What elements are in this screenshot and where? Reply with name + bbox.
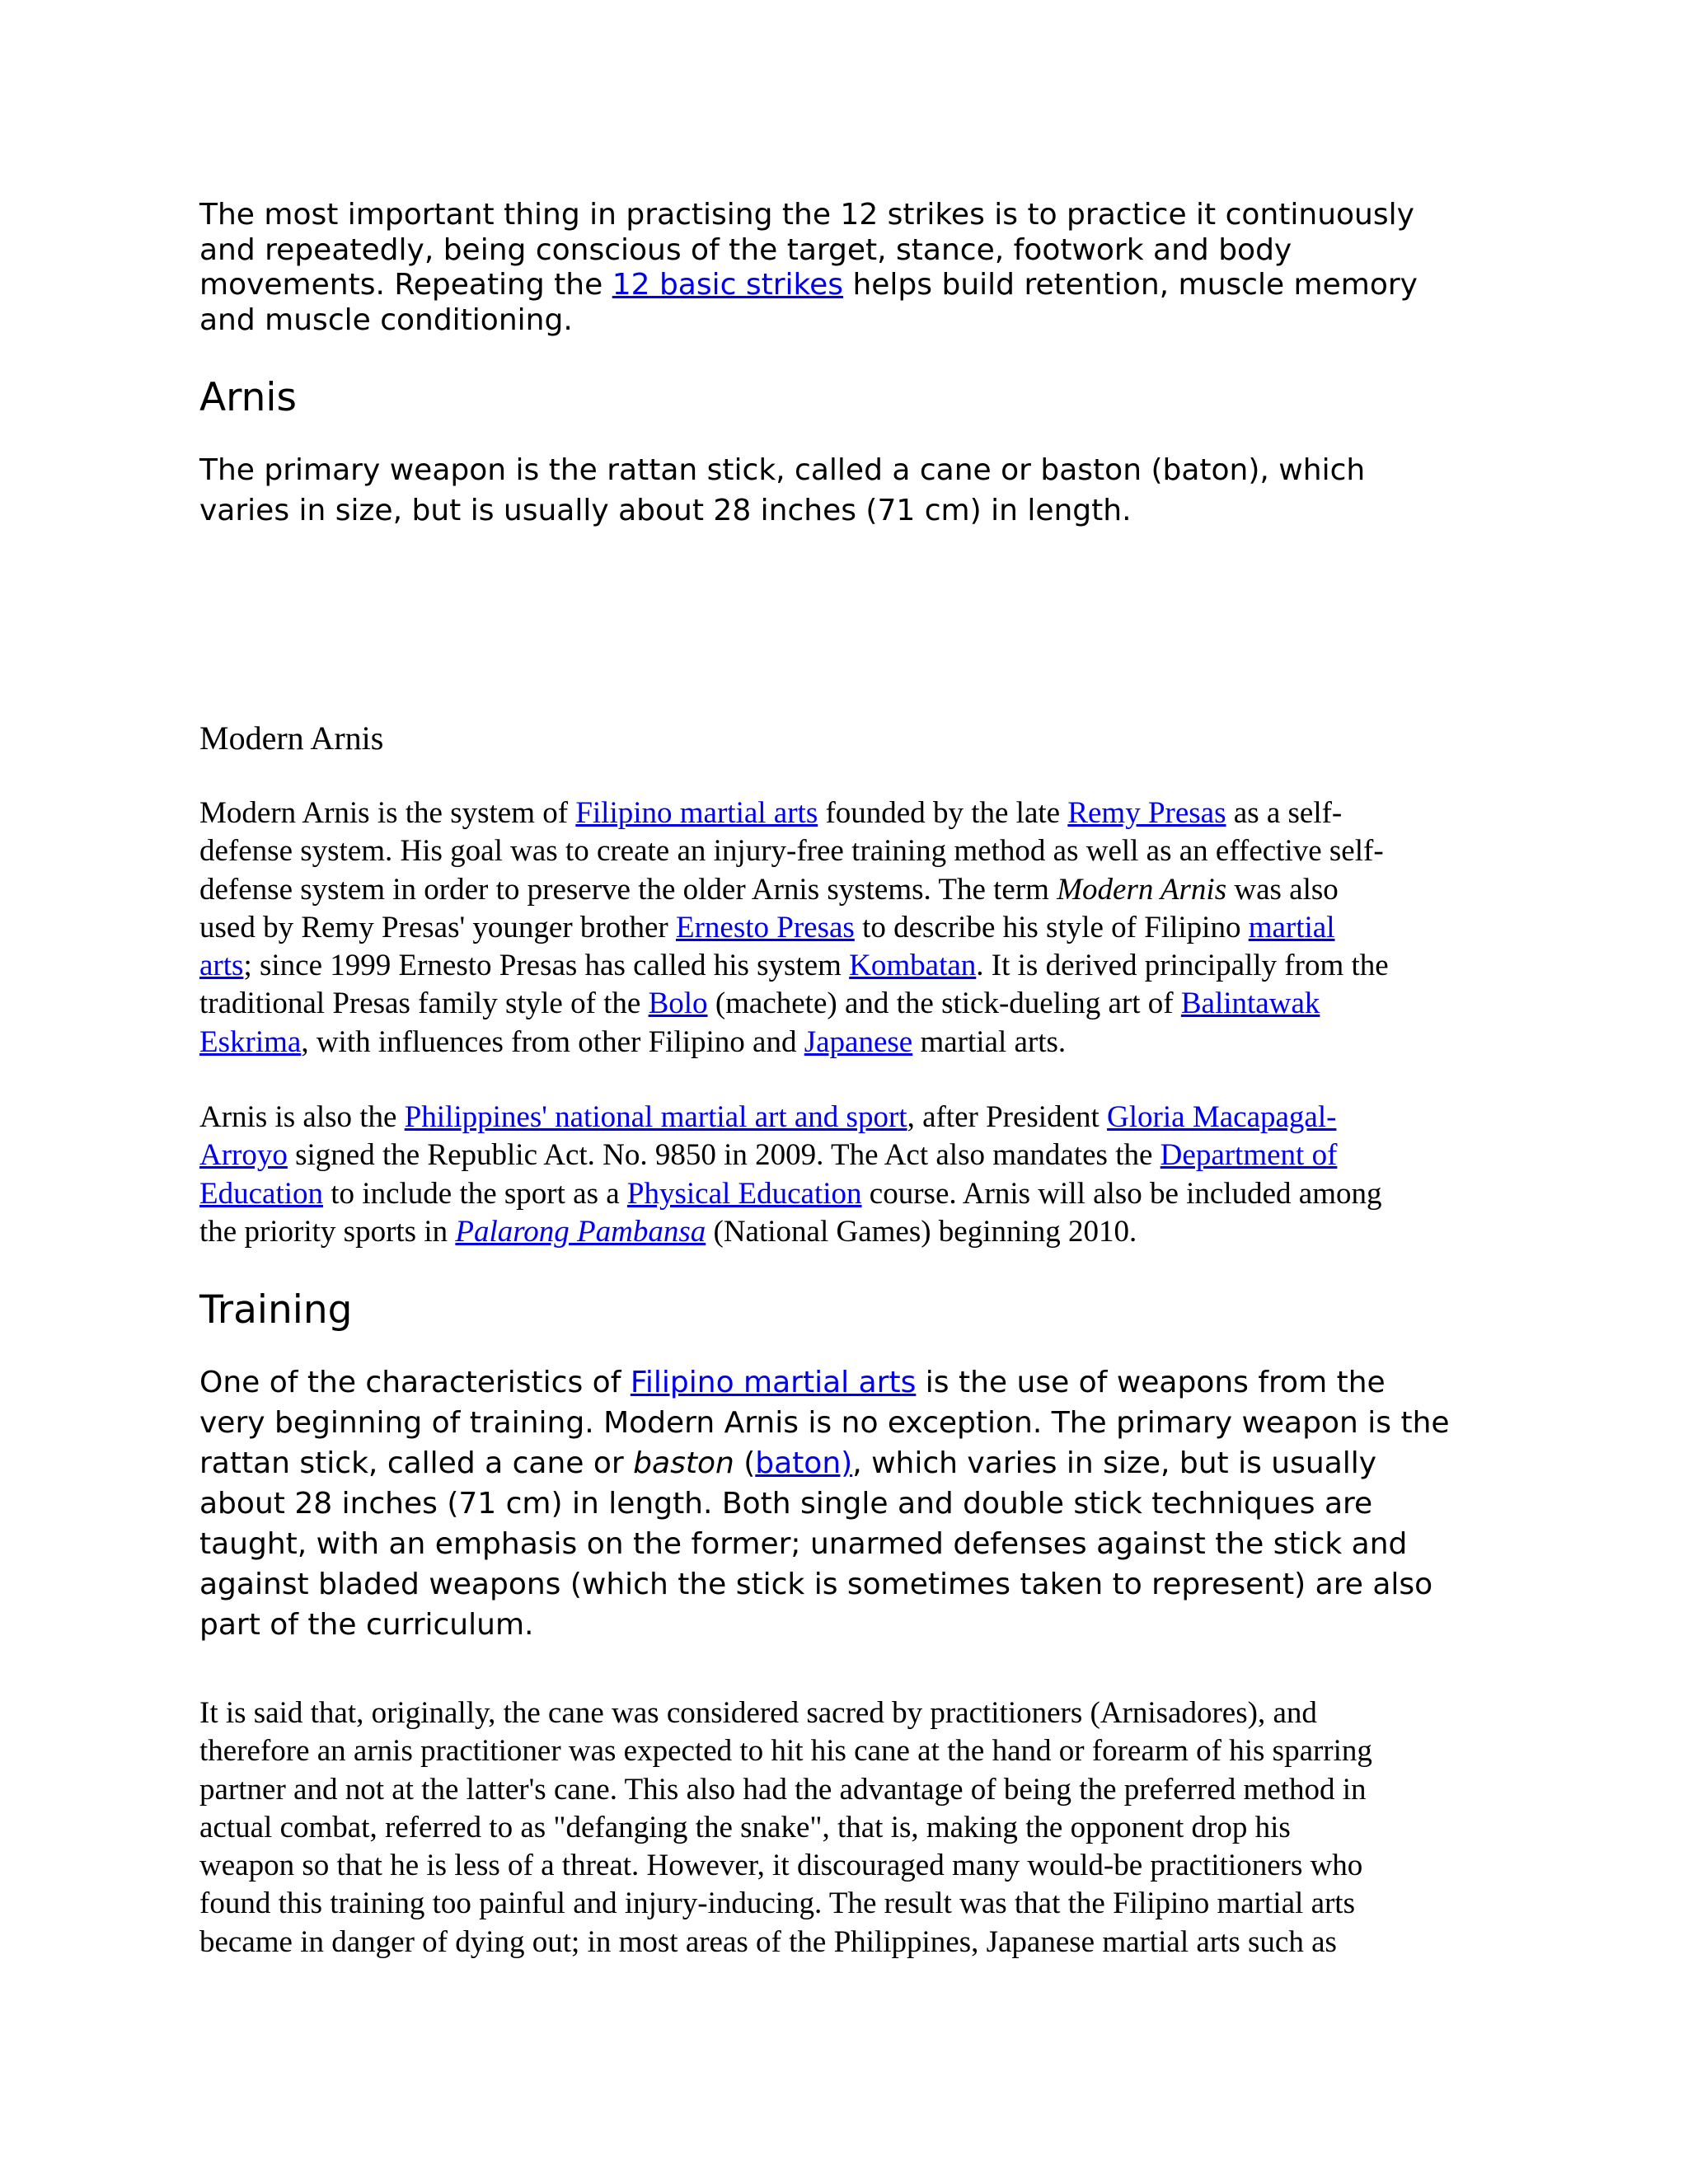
text-run: and repeatedly, being conscious of the target, stance, footwork and body [199,232,1292,267]
text-line [199,268,1502,303]
text-line [199,1175,1502,1213]
emphasis-text: baston [633,1446,734,1480]
training-paragraph-2 [199,1694,1502,1961]
text-line [199,1564,1502,1605]
text-line: actual combat, referred to as "defanging the snake", that is, making the opponent drop his [199,1810,1291,1844]
emphasis-text: Palarong Pambansa [455,1214,706,1249]
text-line [199,1483,1502,1524]
text-run: to include the sport as a [323,1176,627,1211]
text-line [199,490,1502,531]
link-12-basic-strikes[interactable]: 12 basic strikes [612,268,844,302]
link-remy-presas[interactable]: Remy Presas [1067,796,1226,830]
text-run: taught, with an emphasis on the former; unarmed defenses against the stick and [199,1527,1408,1561]
text-run: was also [1226,872,1339,907]
text-line: weapon so that he is less of a threat. However, it discouraged many would-be practitioners who [199,1849,1363,1883]
text-line [199,1605,1502,1645]
link-gloria-macapagal-arroyo[interactable]: Gloria Macapagal- [1107,1100,1337,1134]
link-department-of-education-cont[interactable]: Education [199,1176,324,1211]
text-line [199,450,1502,490]
link-department-of-education[interactable]: Department of [1160,1138,1338,1173]
text-run: varies in size, but is usually about 28 inches (71 cm) in length. [199,494,1132,527]
arnis-paragraph [199,450,1502,531]
link-baton[interactable]: baton) [755,1446,853,1480]
text-line [199,1362,1502,1403]
text-run: ( [734,1446,756,1480]
text-run: Modern Arnis is the system of [199,796,576,830]
text-run: traditional Presas family style of the [199,987,649,1021]
text-run: The primary weapon is the rattan stick, called a cane or baston (baton), which [199,453,1366,487]
link-balintawak-eskrima[interactable]: Balintawak [1180,987,1320,1021]
modern-arnis-paragraph-2 [199,1099,1502,1251]
text-line [199,198,1502,233]
text-run: as a self- [1226,796,1343,830]
text-line [199,303,1502,339]
text-run: (National Games) beginning 2010. [706,1214,1137,1249]
text-line [199,1024,1502,1062]
link-martial-arts[interactable]: martial [1248,910,1335,944]
text-run: The most important thing in practising the 12 strikes is to practice it continuously [199,198,1414,232]
text-line: became in danger of dying out; in most areas of the Philippines, Japanese martial arts such as [199,1924,1337,1959]
emphasis-text: Modern Arnis [1057,872,1227,907]
text-run: movements. Repeating the [199,268,612,302]
text-run: , with influences from other Filipino and [301,1024,804,1059]
text-line [199,909,1502,947]
heading-training: Training [199,1287,353,1333]
text-run: is the use of weapons from the [916,1366,1386,1399]
text-run: part of the curriculum. [199,1608,534,1642]
link-kombatan[interactable]: Kombatan [849,949,977,983]
intro-paragraph [199,198,1502,338]
text-line [199,794,1502,832]
text-line [199,233,1502,269]
text-line [199,947,1502,985]
text-run: the priority sports in [199,1214,456,1249]
text-line: partner and not at the latter's cane. This also had the advantage of being the preferred method in [199,1772,1367,1807]
text-run: (machete) and the stick-dueling art of [707,987,1181,1021]
text-run: defense system. His goal was to create an injury-free training method as well as an effective self- [199,834,1384,869]
text-run: and muscle conditioning. [199,302,573,337]
text-line [199,871,1502,909]
text-run: Arnis is also the [199,1100,405,1134]
text-run: very beginning of training. Modern Arnis is no exception. The primary weapon is the [199,1406,1450,1440]
link-ernesto-presas[interactable]: Ernesto Presas [676,910,855,944]
text-line: It is said that, originally, the cane was considered sacred by practitioners (Arnisadores), and [199,1696,1317,1730]
text-line: therefore an arnis practitioner was expected to hit his cane at the hand or forearm of his sparring [199,1734,1372,1769]
link-filipino-martial-arts[interactable]: Filipino martial arts [575,796,818,830]
text-line [199,1099,1502,1137]
text-run: . It is derived principally from the [976,949,1389,983]
text-run: course. Arnis will also be included among [861,1176,1382,1211]
link-palarong-pambansa[interactable] [455,1215,706,1249]
text-run: defense system in order to preserve the older Arnis systems. The term [199,872,1057,907]
modern-arnis-paragraph-1 [199,794,1502,1062]
text-line [199,985,1502,1023]
text-run: , after President [907,1100,1108,1134]
text-run: , which varies in size, but is usually [852,1446,1377,1480]
text-run: used by Remy Presas' younger brother [199,910,676,944]
text-run: rattan stick, called a cane or [199,1446,634,1480]
link-bolo[interactable]: Bolo [648,987,708,1021]
text-line [199,1443,1502,1483]
text-run: One of the characteristics of [199,1366,631,1399]
link-gloria-macapagal-arroyo-cont[interactable]: Arroyo [199,1138,288,1173]
link-philippines-national-martial-art[interactable]: Philippines' national martial art and sport [404,1100,907,1134]
training-paragraph-1 [199,1362,1502,1645]
text-run: signed the Republic Act. No. 9850 in 2009. The Act also mandates the [287,1138,1160,1173]
heading-modern-arnis: Modern Arnis [199,719,384,757]
link-martial-arts-cont[interactable]: arts [199,949,244,983]
text-run: ; since 1999 Ernesto Presas has called his system [243,949,850,983]
text-run: founded by the late [818,796,1068,830]
link-balintawak-eskrima-cont[interactable]: Eskrima [199,1024,302,1059]
text-line [199,1403,1502,1443]
text-run: to describe his style of Filipino [854,910,1249,944]
text-line: found this training too painful and injury-inducing. The result was that the Filipino martial arts [199,1886,1355,1921]
text-line [199,832,1502,870]
text-run: against bladed weapons (which the stick is sometimes taken to represent) are also [199,1568,1433,1601]
text-line [199,1524,1502,1564]
text-line [199,1213,1502,1251]
text-run: about 28 inches (71 cm) in length. Both single and double stick techniques are [199,1487,1373,1521]
link-physical-education[interactable]: Physical Education [626,1176,862,1211]
text-run: helps build retention, muscle memory [843,268,1418,302]
heading-arnis: Arnis [199,375,297,420]
text-run: martial arts. [912,1024,1067,1059]
link-japanese[interactable]: Japanese [804,1024,913,1059]
text-line [199,1137,1502,1174]
link-filipino-martial-arts-2[interactable]: Filipino martial arts [630,1366,917,1399]
